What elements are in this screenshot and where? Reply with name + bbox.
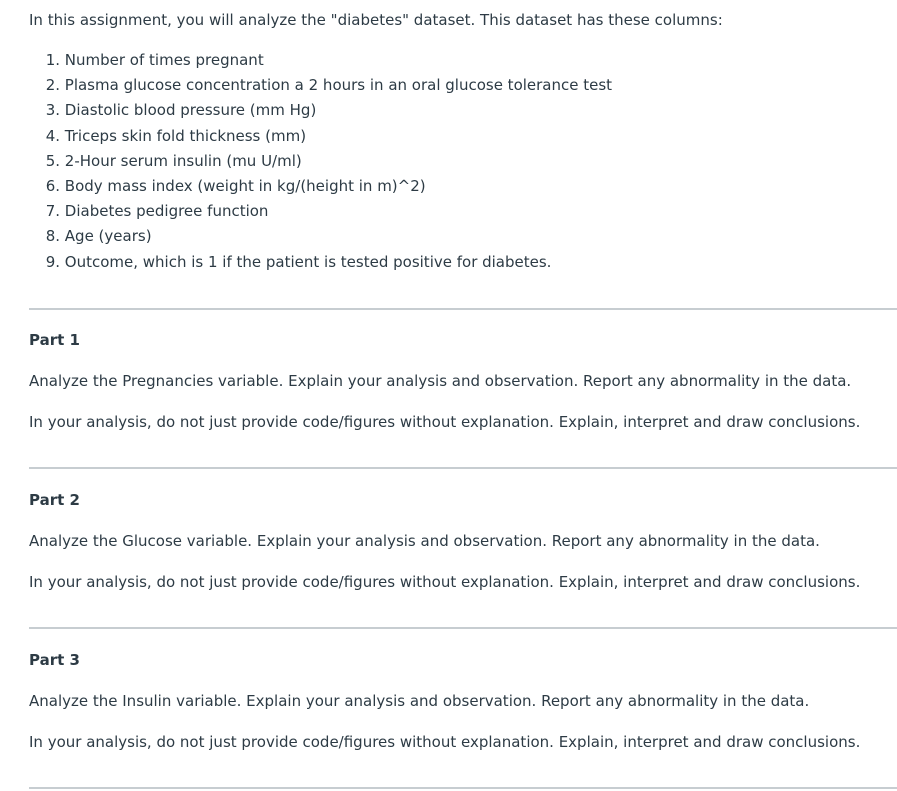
section-divider bbox=[29, 467, 897, 469]
list-number: 2. bbox=[45, 76, 60, 95]
list-item bbox=[29, 151, 612, 176]
list-number: 4. bbox=[45, 126, 60, 145]
list-item-text: Diastolic blood pressure (mm Hg) bbox=[64, 101, 317, 120]
part-1-instruction: In your analysis, do not just provide code/figures without explanation. Explain, interpret and draw conclusions. bbox=[29, 413, 861, 431]
section-divider bbox=[29, 308, 897, 310]
list-item bbox=[29, 176, 612, 201]
list-item-text: Plasma glucose concentration a 2 hours in an oral glucose tolerance test bbox=[64, 76, 613, 95]
intro-text: In this assignment, you will analyze the "diabetes" dataset. This dataset has these columns: bbox=[29, 11, 723, 29]
list-item-text: 2-Hour serum insulin (mu U/ml) bbox=[64, 151, 302, 170]
list-item-text: Triceps skin fold thickness (mm) bbox=[64, 126, 307, 145]
list-item-text: Diabetes pedigree function bbox=[64, 202, 269, 221]
part-2-title: Part 2 bbox=[29, 491, 80, 509]
part-3-instruction: In your analysis, do not just provide code/figures without explanation. Explain, interpret and draw conclusions. bbox=[29, 733, 861, 751]
list-item-text: Outcome, which is 1 if the patient is tested positive for diabetes. bbox=[64, 252, 552, 271]
list-number: 3. bbox=[45, 101, 60, 120]
list-item-text: Age (years) bbox=[64, 227, 152, 246]
part-1-task: Analyze the Pregnancies variable. Explain your analysis and observation. Report any abnormality in the data. bbox=[29, 372, 852, 390]
section-divider bbox=[29, 787, 897, 789]
part-3-task: Analyze the Insulin variable. Explain your analysis and observation. Report any abnormality in the data. bbox=[29, 692, 810, 710]
list-number: 5. bbox=[45, 151, 60, 170]
list-item bbox=[29, 126, 612, 151]
list-number: 9. bbox=[45, 252, 60, 271]
list-number: 6. bbox=[45, 176, 60, 195]
list-item-text: Number of times pregnant bbox=[64, 51, 264, 69]
part-1-title: Part 1 bbox=[29, 331, 80, 349]
part-2-instruction: In your analysis, do not just provide code/figures without explanation. Explain, interpret and draw conclusions. bbox=[29, 573, 861, 591]
column-list bbox=[29, 50, 612, 277]
list-number: 1. bbox=[45, 51, 60, 69]
list-number: 7. bbox=[45, 202, 60, 221]
list-item bbox=[29, 50, 612, 75]
section-divider bbox=[29, 627, 897, 629]
list-item bbox=[29, 226, 612, 251]
list-item bbox=[29, 100, 612, 125]
part-2-task: Analyze the Glucose variable. Explain your analysis and observation. Report any abnormality in the data. bbox=[29, 532, 820, 550]
list-item bbox=[29, 75, 612, 100]
list-item bbox=[29, 201, 612, 226]
part-3-title: Part 3 bbox=[29, 651, 80, 669]
list-item-text: Body mass index (weight in kg/(height in m)^2) bbox=[64, 176, 426, 195]
list-number: 8. bbox=[45, 227, 60, 246]
list-item bbox=[29, 252, 612, 277]
